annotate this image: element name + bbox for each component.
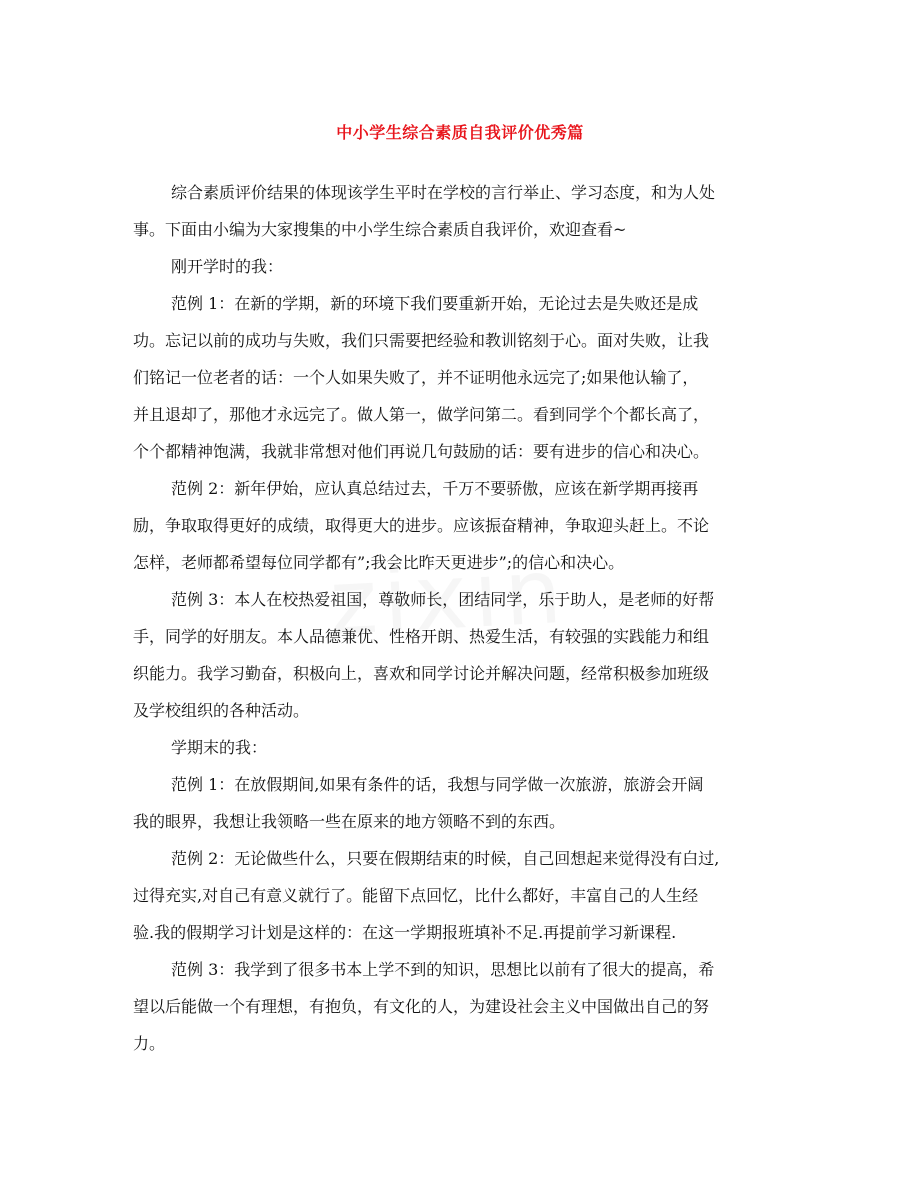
paragraph-line: 织能力。我学习勤奋，积极向上，喜欢和同学讨论并解决问题，经常积极参加班级: [133, 664, 710, 683]
paragraph-line: 励，争取取得更好的成绩，取得更大的进步。应该振奋精神，争取迎头赶上。不论: [133, 516, 710, 535]
paragraph-line: 综合素质评价结果的体现该学生平时在学校的言行举止、学习态度，和为人处: [171, 183, 716, 202]
paragraph-line: 验.我的假期学习计划是这样的：在这一学期报班填补不足.再提前学习新课程.: [133, 923, 677, 942]
paragraph-line: 怎样，老师都希望每位同学都有”;我会比昨天更进步”;的信心和决心。: [133, 553, 625, 572]
paragraph-line: 范例 2：无论做些什么，只要在假期结束的时候，自己回想起来觉得没有白过,: [171, 849, 720, 868]
paragraph-line: 力。: [133, 1034, 166, 1053]
paragraph-line: 范例 1：在新的学期，新的环境下我们要重新开始，无论过去是失败还是成: [171, 294, 699, 313]
paragraph-line: 们铭记一位老者的话：一个人如果失败了，并不证明他永远完了;如果他认输了，: [133, 368, 699, 387]
paragraph-line: 功。忘记以前的成功与失败，我们只需要把经验和教训铭刻于心。面对失败，让我: [133, 331, 710, 350]
paragraph-line: 我的眼界，我想让我领略一些在原来的地方领略不到的东西。: [133, 812, 566, 831]
document-title: 中小学生综合素质自我评价优秀篇: [336, 123, 584, 142]
paragraph-line: 并且退却了，那他才永远完了。做人第一，做学问第二。看到同学个个都长高了，: [133, 405, 710, 424]
section-heading: 学期末的我：: [171, 738, 268, 757]
paragraph-line: 范例 3：本人在校热爱祖国，尊敬师长，团结同学，乐于助人，是老师的好帮: [171, 590, 715, 609]
paragraph-line: 事。下面由小编为大家搜集的中小学生综合素质自我评价，欢迎查看~: [133, 220, 627, 239]
paragraph-line: 范例 2：新年伊始，应认真总结过去，千万不要骄傲，应该在新学期再接再: [171, 479, 699, 498]
paragraph-line: 手，同学的好朋友。本人品德兼优、性格开朗、热爱生活，有较强的实践能力和组: [133, 627, 710, 646]
paragraph-line: 范例 3：我学到了很多书本上学不到的知识，思想比以前有了很大的提高，希: [171, 960, 715, 979]
paragraph-line: 望以后能做一个有理想，有抱负，有文化的人，为建设社会主义中国做出自己的努: [133, 997, 710, 1016]
paragraph-line: 个个都精神饱满，我就非常想对他们再说几句鼓励的话：要有进步的信心和决心。: [133, 442, 710, 461]
paragraph-line: 范例 1：在放假期间,如果有条件的话，我想与同学做一次旅游，旅游会开阔: [171, 775, 704, 794]
section-heading: 刚开学时的我：: [171, 257, 284, 276]
paragraph-line: 过得充实,对自己有意义就行了。能留下点回忆，比什么都好，丰富自己的人生经: [133, 886, 699, 905]
paragraph-line: 及学校组织的各种活动。: [133, 701, 310, 720]
